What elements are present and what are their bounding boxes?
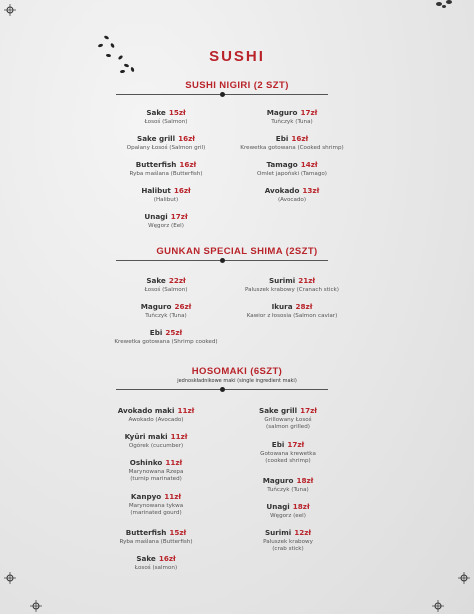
nigiri-left-column (96, 100, 236, 230)
item-price: 26zł (174, 302, 192, 311)
gunkan-right-column (212, 268, 372, 324)
item-description: Węgorz (Eel) (148, 223, 184, 229)
item-description: Tuńczyk (Tuna) (271, 119, 313, 125)
menu-item (212, 294, 372, 320)
item-name: Sake (136, 554, 156, 563)
item-name: Unagi (266, 502, 290, 511)
item-name: Sake (146, 276, 166, 285)
item-price: 16zł (178, 134, 195, 143)
item-name: Maguro (262, 476, 294, 485)
item-description: Ryba maślana (Butterfish) (119, 539, 193, 545)
menu-item (86, 520, 226, 546)
menu-item (96, 152, 236, 178)
menu-item (222, 152, 362, 178)
item-description: Krewetka gotowana (Shrimp cooked) (114, 339, 218, 345)
item-price: 21zł (298, 276, 316, 285)
item-description: Opalany Łosoś (Salmon gril) (126, 145, 206, 151)
item-name: Ebi (271, 440, 285, 449)
section-title-hosomaki: HOSOMAKI (6SZT) (191, 366, 283, 377)
menu-item (218, 494, 358, 520)
item-description: Marynowana Rzepa (128, 469, 184, 475)
menu-item (218, 468, 358, 494)
item-price: 16zł (158, 554, 176, 563)
item-description: Grillowany Łosoś (264, 417, 312, 423)
item-name: Butterfish (135, 160, 177, 169)
item-description-secondary: (salmon grilled) (266, 424, 310, 430)
page-title: SUSHI (209, 48, 265, 65)
section-divider (116, 94, 328, 95)
menu-item (222, 178, 362, 204)
menu-item (86, 424, 226, 450)
item-description: Tuńczyk (Tuna) (267, 487, 309, 493)
item-description: Omlet japoński (Tamago) (257, 171, 327, 177)
menu-item (96, 204, 236, 230)
menu-item (86, 398, 226, 424)
item-name: Avokado (264, 186, 300, 195)
item-price: 12zł (294, 528, 312, 537)
item-description: (Halibut) (153, 197, 179, 203)
item-description-secondary: (marinated gourd) (130, 510, 182, 516)
registration-mark-icon (4, 572, 16, 584)
item-name: Halibut (141, 186, 171, 195)
item-price: 11zł (177, 406, 195, 415)
section-divider (116, 389, 328, 390)
item-price: 15zł (169, 528, 187, 537)
item-name: Surimi (264, 528, 292, 537)
item-price: 25zł (165, 328, 183, 337)
item-description: Ryba maślana (Butterfish) (129, 171, 203, 177)
item-name: Kyūri maki (124, 432, 168, 441)
item-name: Unagi (144, 212, 168, 221)
menu-item (212, 268, 372, 294)
item-name: Sake grill (137, 134, 176, 143)
ink-splatter-decoration (434, 0, 456, 10)
item-name: Ebi (149, 328, 163, 337)
item-name: Maguro (266, 108, 298, 117)
item-price: 17zł (287, 440, 305, 449)
item-description-secondary: (crab stick) (272, 546, 304, 552)
hosomaki-right-column (218, 398, 358, 558)
item-description: Łosoś (Salmon) (144, 119, 188, 125)
item-price: 14zł (300, 160, 318, 169)
item-name: Oshinko (129, 458, 163, 467)
menu-item (96, 178, 236, 204)
item-name: Butterfish (125, 528, 167, 537)
menu-item (218, 520, 358, 553)
item-price: 16zł (173, 186, 191, 195)
section-title-gunkan: GUNKAN SPECIAL SHIMA (2SZT) (156, 246, 318, 257)
item-description: Marynowana tykwa (128, 503, 184, 509)
menu-item (96, 126, 236, 152)
menu-item (222, 126, 362, 152)
item-description: Gotowana krewetka (260, 451, 316, 457)
section-subtitle-hosomaki: jednoskładnikowe maki (single ingredient maki) (177, 378, 297, 384)
item-name: Ebi (275, 134, 289, 143)
item-price: 18zł (296, 476, 314, 485)
item-description: Paluszek krabowy (263, 539, 313, 545)
item-price: 16zł (291, 134, 309, 143)
nigiri-right-column (222, 100, 362, 210)
menu-item (218, 432, 358, 465)
menu-item (86, 484, 226, 517)
menu-item (86, 450, 226, 483)
item-name: Avokado maki (117, 406, 175, 415)
section-title-nigiri: SUSHI NIGIRI (2 SZT) (185, 80, 289, 91)
item-description: (Avocado) (277, 197, 307, 203)
item-name: Surimi (268, 276, 296, 285)
item-description: Paluszek krabowy (Cranach stick) (245, 287, 339, 293)
menu-item (86, 546, 226, 572)
item-description: Kawior z łososia (Salmon caviar) (246, 313, 338, 319)
item-name: Ikura (271, 302, 293, 311)
item-price: 15zł (168, 108, 186, 117)
registration-mark-icon (30, 600, 42, 612)
item-description: Krewetka gotowana (Cooked shrimp) (240, 145, 344, 151)
section-divider (116, 260, 328, 261)
item-description: Awokado (Avocado) (128, 417, 184, 423)
hosomaki-left-column (86, 398, 226, 571)
item-price: 17zł (300, 406, 317, 415)
item-price: 11zł (170, 432, 188, 441)
item-price: 13zł (302, 186, 320, 195)
item-description: Tuńczyk (Tuna) (145, 313, 187, 319)
item-description-secondary: (cooked shrimp) (265, 458, 311, 464)
item-description-secondary: (turnip marinated) (130, 476, 182, 482)
item-description: Ogórek (cucumber) (128, 443, 184, 449)
item-name: Maguro (140, 302, 172, 311)
item-name: Kanpyo (130, 492, 162, 501)
menu-item (218, 398, 358, 431)
item-price: 11zł (165, 458, 183, 467)
item-description: Łosoś (salmon) (134, 565, 178, 571)
item-price: 17zł (170, 212, 188, 221)
menu-item (96, 100, 236, 126)
item-price: 16zł (179, 160, 197, 169)
registration-mark-icon (458, 572, 470, 584)
item-name: Sake grill (259, 406, 298, 415)
registration-mark-icon (432, 600, 444, 612)
menu-item (222, 100, 362, 126)
item-price: 22zł (168, 276, 186, 285)
item-price: 11zł (164, 492, 182, 501)
item-name: Tamago (266, 160, 298, 169)
registration-mark-icon (4, 4, 16, 16)
item-description: Łosoś (Salmon) (144, 287, 188, 293)
item-price: 17zł (300, 108, 318, 117)
item-description: Węgorz (eel) (270, 513, 306, 519)
item-name: Sake (146, 108, 166, 117)
item-price: 28zł (295, 302, 313, 311)
item-price: 18zł (292, 502, 310, 511)
